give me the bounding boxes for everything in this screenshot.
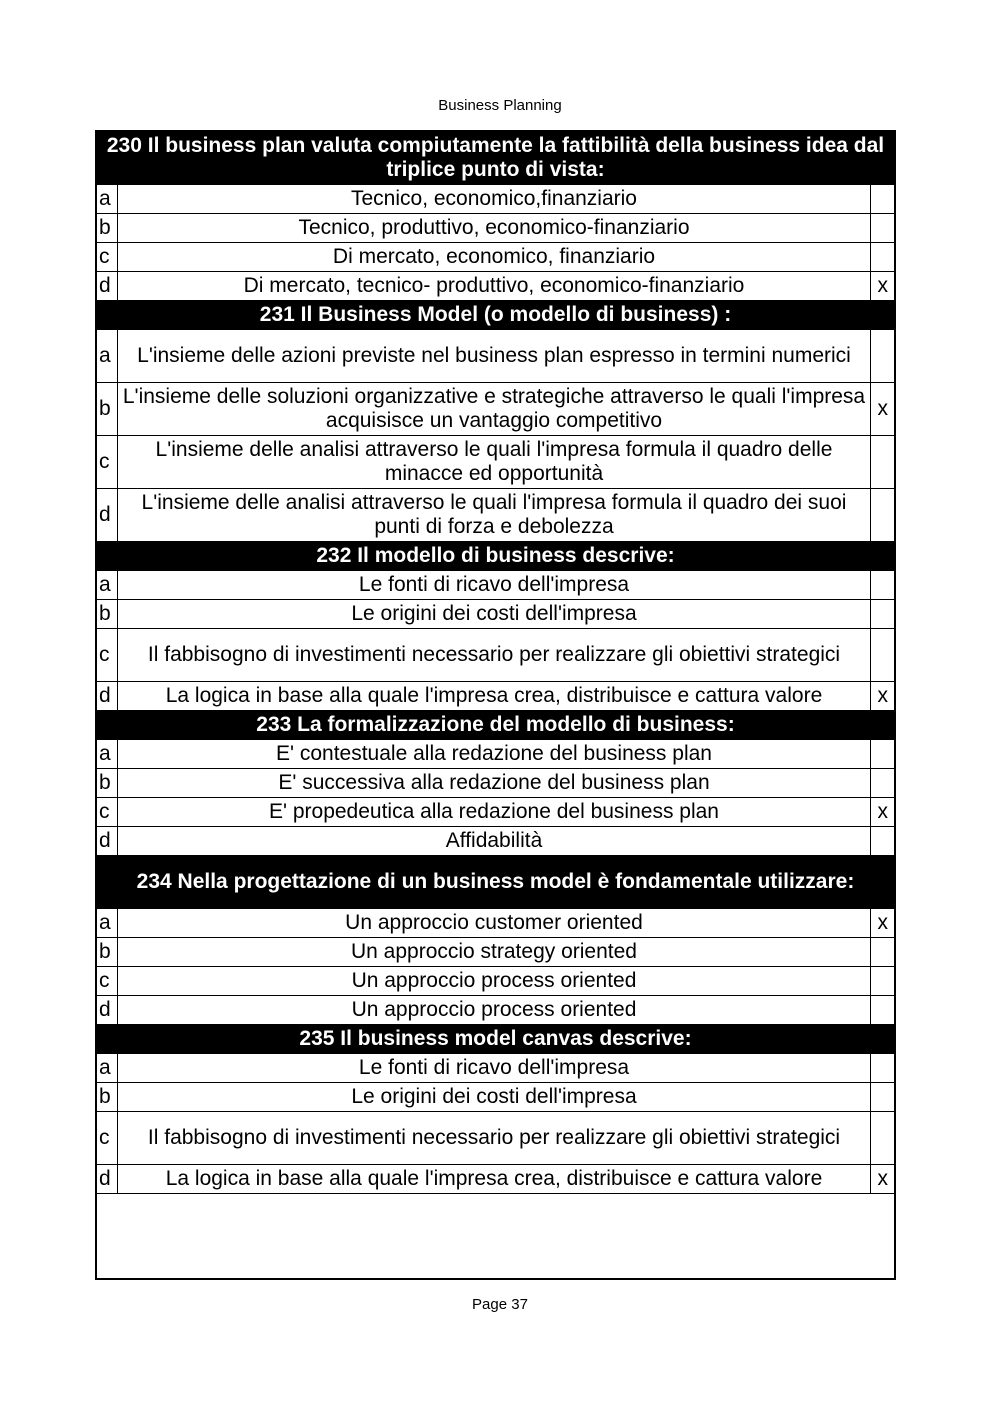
option-letter: a bbox=[96, 185, 117, 214]
option-text: La logica in base alla quale l'impresa crea, distribuisce e cattura valore bbox=[117, 682, 871, 711]
option-letter: a bbox=[96, 330, 117, 383]
option-letter: c bbox=[96, 1112, 117, 1165]
option-text: Le fonti di ricavo dell'impresa bbox=[117, 571, 871, 600]
option-text: Tecnico, produttivo, economico-finanziario bbox=[117, 214, 871, 243]
option-text: Affidabilità bbox=[117, 827, 871, 856]
option-row bbox=[96, 243, 895, 272]
question-row bbox=[96, 301, 895, 330]
option-letter: b bbox=[96, 938, 117, 967]
blank-cell bbox=[96, 1194, 895, 1280]
answer-mark bbox=[871, 1112, 895, 1165]
option-text: E' successiva alla redazione del business plan bbox=[117, 769, 871, 798]
page-header: Business Planning bbox=[438, 97, 562, 114]
option-row bbox=[96, 967, 895, 996]
answer-mark bbox=[871, 436, 895, 489]
answer-mark: x bbox=[871, 383, 895, 436]
question-title: 231 Il Business Model (o modello di business) : bbox=[96, 301, 895, 330]
answer-mark bbox=[871, 489, 895, 542]
option-row bbox=[96, 629, 895, 682]
option-row bbox=[96, 185, 895, 214]
answer-mark bbox=[871, 938, 895, 967]
option-text: Le origini dei costi dell'impresa bbox=[117, 600, 871, 629]
question-row bbox=[96, 1025, 895, 1054]
option-row bbox=[96, 769, 895, 798]
answer-mark bbox=[871, 996, 895, 1025]
option-text: Il fabbisogno di investimenti necessario per realizzare gli obiettivi strategici bbox=[117, 1112, 871, 1165]
option-row bbox=[96, 330, 895, 383]
answer-mark: x bbox=[871, 798, 895, 827]
answer-mark bbox=[871, 740, 895, 769]
option-letter: b bbox=[96, 383, 117, 436]
answer-mark bbox=[871, 571, 895, 600]
option-letter: d bbox=[96, 272, 117, 301]
answer-mark bbox=[871, 1054, 895, 1083]
option-row bbox=[96, 827, 895, 856]
option-text: L'insieme delle azioni previste nel business plan espresso in termini numerici bbox=[117, 330, 871, 383]
option-letter: b bbox=[96, 600, 117, 629]
question-row bbox=[96, 711, 895, 740]
option-row bbox=[96, 489, 895, 542]
answer-mark bbox=[871, 769, 895, 798]
option-letter: c bbox=[96, 243, 117, 272]
option-row bbox=[96, 1112, 895, 1165]
option-letter: a bbox=[96, 909, 117, 938]
option-letter: b bbox=[96, 769, 117, 798]
blank-area bbox=[96, 1194, 895, 1280]
answer-mark bbox=[871, 243, 895, 272]
option-row bbox=[96, 571, 895, 600]
option-text: Un approccio process oriented bbox=[117, 996, 871, 1025]
option-text: E' propedeutica alla redazione del business plan bbox=[117, 798, 871, 827]
option-letter: d bbox=[96, 827, 117, 856]
question-title: 234 Nella progettazione di un business model è fondamentale utilizzare: bbox=[96, 856, 895, 909]
option-row bbox=[96, 938, 895, 967]
option-text: Tecnico, economico,finanziario bbox=[117, 185, 871, 214]
option-row bbox=[96, 682, 895, 711]
question-title: 235 Il business model canvas descrive: bbox=[96, 1025, 895, 1054]
answer-mark bbox=[871, 214, 895, 243]
answer-mark: x bbox=[871, 682, 895, 711]
option-letter: d bbox=[96, 1165, 117, 1194]
option-letter: c bbox=[96, 436, 117, 489]
option-text: E' contestuale alla redazione del business plan bbox=[117, 740, 871, 769]
option-row bbox=[96, 1054, 895, 1083]
question-row bbox=[96, 856, 895, 909]
question-title: 230 Il business plan valuta compiutamente la fattibilità della business idea dal triplice punto di vista: bbox=[96, 131, 895, 185]
answer-mark bbox=[871, 600, 895, 629]
option-row bbox=[96, 909, 895, 938]
option-row bbox=[96, 436, 895, 489]
option-row bbox=[96, 996, 895, 1025]
question-title: 232 Il modello di business descrive: bbox=[96, 542, 895, 571]
question-title: 233 La formalizzazione del modello di business: bbox=[96, 711, 895, 740]
option-text: Il fabbisogno di investimenti necessario per realizzare gli obiettivi strategici bbox=[117, 629, 871, 682]
option-letter: a bbox=[96, 1054, 117, 1083]
option-text: Le origini dei costi dell'impresa bbox=[117, 1083, 871, 1112]
option-letter: b bbox=[96, 214, 117, 243]
option-text: L'insieme delle soluzioni organizzative e strategiche attraverso le quali l'impresa acquisisce un vantaggio competitivo bbox=[117, 383, 871, 436]
option-text: Le fonti di ricavo dell'impresa bbox=[117, 1054, 871, 1083]
option-row bbox=[96, 798, 895, 827]
answer-mark bbox=[871, 967, 895, 996]
option-row bbox=[96, 272, 895, 301]
option-text: Un approccio process oriented bbox=[117, 967, 871, 996]
answer-mark bbox=[871, 185, 895, 214]
option-letter: d bbox=[96, 489, 117, 542]
answer-mark bbox=[871, 1083, 895, 1112]
option-letter: a bbox=[96, 571, 117, 600]
option-letter: c bbox=[96, 798, 117, 827]
option-text: Un approccio strategy oriented bbox=[117, 938, 871, 967]
option-row bbox=[96, 1165, 895, 1194]
answer-mark: x bbox=[871, 272, 895, 301]
option-letter: c bbox=[96, 629, 117, 682]
option-letter: d bbox=[96, 996, 117, 1025]
option-row bbox=[96, 214, 895, 243]
answer-mark bbox=[871, 827, 895, 856]
option-text: L'insieme delle analisi attraverso le quali l'impresa formula il quadro delle minacce ed opportunità bbox=[117, 436, 871, 489]
option-text: Di mercato, economico, finanziario bbox=[117, 243, 871, 272]
answer-mark: x bbox=[871, 1165, 895, 1194]
option-letter: c bbox=[96, 967, 117, 996]
question-row bbox=[96, 131, 895, 185]
option-letter: b bbox=[96, 1083, 117, 1112]
option-row bbox=[96, 383, 895, 436]
option-text: Di mercato, tecnico- produttivo, economico-finanziario bbox=[117, 272, 871, 301]
page-number: Page 37 bbox=[472, 1296, 528, 1313]
option-row bbox=[96, 1083, 895, 1112]
quiz-table bbox=[95, 130, 896, 1280]
option-text: Un approccio customer oriented bbox=[117, 909, 871, 938]
answer-mark: x bbox=[871, 909, 895, 938]
option-row bbox=[96, 740, 895, 769]
question-row bbox=[96, 542, 895, 571]
answer-mark bbox=[871, 629, 895, 682]
option-text: La logica in base alla quale l'impresa crea, distribuisce e cattura valore bbox=[117, 1165, 871, 1194]
option-letter: d bbox=[96, 682, 117, 711]
option-text: L'insieme delle analisi attraverso le quali l'impresa formula il quadro dei suoi punti di forza e debolezza bbox=[117, 489, 871, 542]
answer-mark bbox=[871, 330, 895, 383]
option-row bbox=[96, 600, 895, 629]
option-letter: a bbox=[96, 740, 117, 769]
